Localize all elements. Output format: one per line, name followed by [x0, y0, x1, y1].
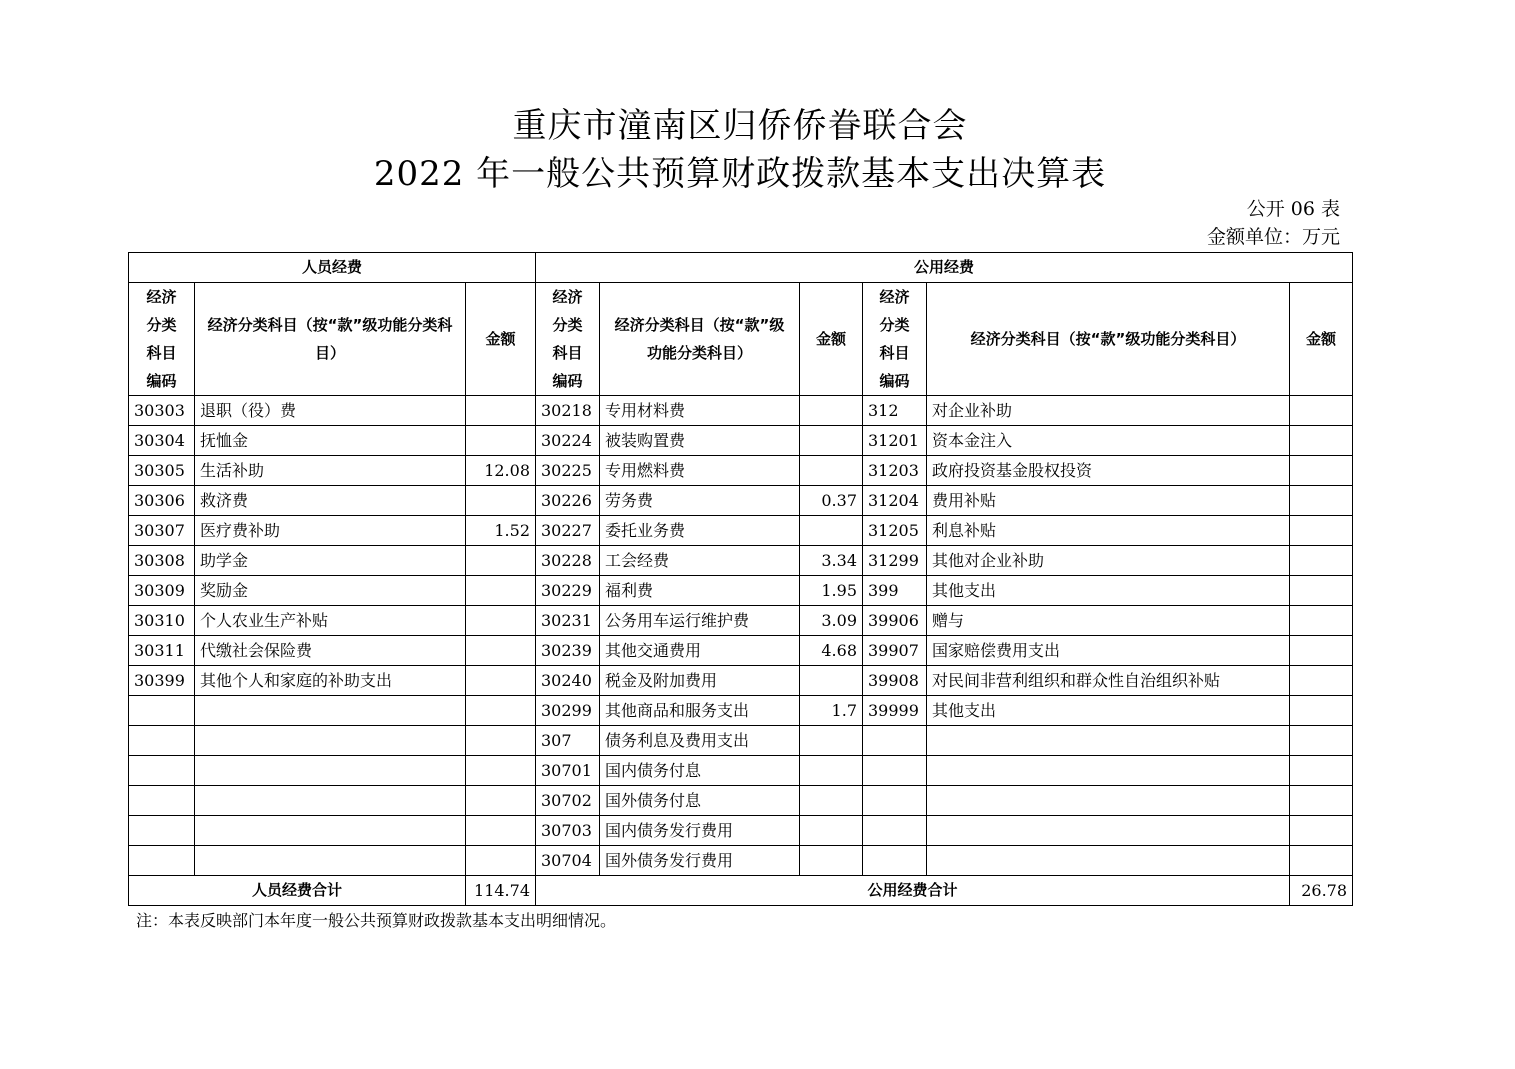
code-cell: 30240: [536, 666, 600, 696]
amount-cell: [1290, 516, 1353, 546]
table-row: [129, 486, 1353, 516]
subject-cell: 委托业务费: [600, 516, 800, 546]
amount-cell: 1.7: [800, 696, 863, 726]
code-cell: 31204: [863, 486, 927, 516]
amount-cell: 1.95: [800, 576, 863, 606]
subject-cell: 国内债务发行费用: [600, 816, 800, 846]
code-cell: 30399: [129, 666, 195, 696]
code-cell: 30227: [536, 516, 600, 546]
col-amount-header: 金额: [800, 283, 863, 396]
code-cell: 30703: [536, 816, 600, 846]
section-public: 公用经费: [536, 253, 1353, 283]
code-cell: 39999: [863, 696, 927, 726]
subject-cell: [927, 756, 1290, 786]
code-cell: 30231: [536, 606, 600, 636]
table-row: [129, 396, 1353, 426]
subject-cell: 救济费: [195, 486, 466, 516]
subject-cell: 国内债务付息: [600, 756, 800, 786]
amount-cell: [1290, 426, 1353, 456]
subject-cell: 专用材料费: [600, 396, 800, 426]
table-row: [129, 606, 1353, 636]
footnote: 注：本表反映部门本年度一般公共预算财政拨款基本支出明细情况。: [136, 911, 617, 930]
col-amount-header: 金额: [1290, 283, 1353, 396]
amount-cell: [1290, 546, 1353, 576]
subject-cell: [195, 786, 466, 816]
code-cell: 39908: [863, 666, 927, 696]
code-cell: [863, 846, 927, 876]
subject-cell: 国家赔偿费用支出: [927, 636, 1290, 666]
col-code-header: 经济 分类 科目 编码: [129, 283, 195, 396]
code-cell: 30305: [129, 456, 195, 486]
code-cell: 30308: [129, 546, 195, 576]
amount-cell: [466, 576, 536, 606]
amount-cell: [1290, 726, 1353, 756]
code-cell: 30229: [536, 576, 600, 606]
amount-cell: [1290, 756, 1353, 786]
code-cell: 30306: [129, 486, 195, 516]
amount-cell: [466, 726, 536, 756]
code-cell: 30224: [536, 426, 600, 456]
code-cell: 30303: [129, 396, 195, 426]
amount-cell: [466, 636, 536, 666]
amount-cell: [800, 726, 863, 756]
subject-cell: [195, 756, 466, 786]
subject-cell: 助学金: [195, 546, 466, 576]
subject-cell: 退职（役）费: [195, 396, 466, 426]
amount-cell: [466, 786, 536, 816]
subject-cell: [927, 786, 1290, 816]
table-row: [129, 816, 1353, 846]
amount-cell: [466, 756, 536, 786]
code-cell: 30702: [536, 786, 600, 816]
amount-cell: [1290, 816, 1353, 846]
amount-cell: [1290, 576, 1353, 606]
section-header-row: [129, 253, 1353, 283]
subject-cell: 其他对企业补助: [927, 546, 1290, 576]
amount-cell: [800, 816, 863, 846]
code-cell: 30226: [536, 486, 600, 516]
amount-cell: [1290, 396, 1353, 426]
subject-cell: 其他个人和家庭的补助支出: [195, 666, 466, 696]
subject-cell: 工会经费: [600, 546, 800, 576]
code-cell: [129, 726, 195, 756]
code-cell: 312: [863, 396, 927, 426]
subject-cell: 医疗费补助: [195, 516, 466, 546]
subject-cell: 其他支出: [927, 696, 1290, 726]
subject-cell: 费用补贴: [927, 486, 1290, 516]
col-amount-header: 金额: [466, 283, 536, 396]
subject-cell: 其他商品和服务支出: [600, 696, 800, 726]
table-row: [129, 786, 1353, 816]
amount-cell: [1290, 696, 1353, 726]
amount-cell: 0.37: [800, 486, 863, 516]
amount-cell: [1290, 486, 1353, 516]
table-row: [129, 846, 1353, 876]
amount-cell: [466, 606, 536, 636]
amount-cell: [466, 816, 536, 846]
report-title-line2: 2022 年一般公共预算财政拨款基本支出决算表: [373, 154, 1107, 194]
amount-cell: [800, 786, 863, 816]
code-cell: 30225: [536, 456, 600, 486]
amount-cell: [1290, 786, 1353, 816]
subject-cell: 对民间非营利组织和群众性自治组织补贴: [927, 666, 1290, 696]
subject-cell: 政府投资基金股权投资: [927, 456, 1290, 486]
code-cell: [863, 816, 927, 846]
totals-row: [129, 876, 1353, 906]
code-cell: [863, 756, 927, 786]
code-cell: 30704: [536, 846, 600, 876]
subject-cell: 债务利息及费用支出: [600, 726, 800, 756]
subject-cell: [195, 696, 466, 726]
amount-cell: [1290, 636, 1353, 666]
subject-cell: 个人农业生产补贴: [195, 606, 466, 636]
amount-cell: 1.52: [466, 516, 536, 546]
code-cell: [129, 756, 195, 786]
amount-cell: [466, 666, 536, 696]
subject-cell: 国外债务付息: [600, 786, 800, 816]
code-cell: [129, 786, 195, 816]
amount-cell: [1290, 606, 1353, 636]
amount-cell: [466, 846, 536, 876]
subject-cell: 其他交通费用: [600, 636, 800, 666]
subject-cell: 抚恤金: [195, 426, 466, 456]
subject-cell: 利息补贴: [927, 516, 1290, 546]
amount-cell: [800, 666, 863, 696]
amount-cell: [466, 486, 536, 516]
amount-cell: [800, 426, 863, 456]
code-cell: 30228: [536, 546, 600, 576]
code-cell: 30307: [129, 516, 195, 546]
subject-cell: [927, 726, 1290, 756]
amount-cell: [800, 396, 863, 426]
col-subject-header: 经济分类科目（按“款”级功能分类科目）: [195, 283, 466, 396]
amount-cell: 4.68: [800, 636, 863, 666]
form-number: 公开 06 表: [1246, 198, 1340, 220]
code-cell: 30299: [536, 696, 600, 726]
table-row: [129, 546, 1353, 576]
code-cell: 307: [536, 726, 600, 756]
report-title-line1: 重庆市潼南区归侨侨眷联合会: [512, 106, 968, 146]
subject-cell: 公务用车运行维护费: [600, 606, 800, 636]
code-cell: [129, 846, 195, 876]
subject-cell: 资本金注入: [927, 426, 1290, 456]
subject-cell: 劳务费: [600, 486, 800, 516]
code-cell: [863, 726, 927, 756]
public-total-amount: 26.78: [1290, 876, 1353, 906]
code-cell: 30239: [536, 636, 600, 666]
subject-cell: 赠与: [927, 606, 1290, 636]
subject-cell: 被装购置费: [600, 426, 800, 456]
code-cell: [129, 816, 195, 846]
subject-cell: 国外债务发行费用: [600, 846, 800, 876]
amount-cell: [1290, 666, 1353, 696]
subject-cell: 福利费: [600, 576, 800, 606]
amount-cell: [466, 396, 536, 426]
subject-cell: 代缴社会保险费: [195, 636, 466, 666]
table-row: [129, 426, 1353, 456]
subject-cell: 其他支出: [927, 576, 1290, 606]
code-cell: 30310: [129, 606, 195, 636]
subject-cell: 生活补助: [195, 456, 466, 486]
code-cell: 39907: [863, 636, 927, 666]
code-cell: 30218: [536, 396, 600, 426]
expenditure-table: [128, 252, 1353, 906]
personnel-total-label: 人员经费合计: [129, 876, 466, 906]
subject-cell: 奖励金: [195, 576, 466, 606]
amount-cell: [800, 516, 863, 546]
amount-cell: 3.09: [800, 606, 863, 636]
amount-cell: [800, 846, 863, 876]
col-subject-header: 经济分类科目（按“款”级功能分类科目）: [927, 283, 1290, 396]
code-cell: [129, 696, 195, 726]
col-code-header: 经济 分类 科目 编码: [863, 283, 927, 396]
code-cell: 30701: [536, 756, 600, 786]
amount-cell: [466, 426, 536, 456]
col-code-header: 经济 分类 科目 编码: [536, 283, 600, 396]
subject-cell: [195, 816, 466, 846]
code-cell: 31205: [863, 516, 927, 546]
code-cell: 30304: [129, 426, 195, 456]
table-row: [129, 696, 1353, 726]
code-cell: 31203: [863, 456, 927, 486]
subject-cell: [927, 816, 1290, 846]
table-row: [129, 756, 1353, 786]
section-personnel: 人员经费: [129, 253, 536, 283]
amount-cell: [800, 756, 863, 786]
table-row: [129, 666, 1353, 696]
col-subject-header: 经济分类科目（按“款”级功能分类科目）: [600, 283, 800, 396]
amount-unit: 金额单位：万元: [1206, 226, 1340, 248]
amount-cell: [1290, 846, 1353, 876]
subject-cell: [195, 726, 466, 756]
code-cell: 31201: [863, 426, 927, 456]
public-total-label: 公用经费合计: [536, 876, 1290, 906]
amount-cell: 3.34: [800, 546, 863, 576]
table-row: [129, 576, 1353, 606]
amount-cell: [466, 546, 536, 576]
code-cell: 39906: [863, 606, 927, 636]
subject-cell: 税金及附加费用: [600, 666, 800, 696]
table-row: [129, 726, 1353, 756]
code-cell: [863, 786, 927, 816]
subject-cell: 专用燃料费: [600, 456, 800, 486]
code-cell: 30311: [129, 636, 195, 666]
code-cell: 30309: [129, 576, 195, 606]
subject-cell: [927, 846, 1290, 876]
table-row: [129, 516, 1353, 546]
table-row: [129, 636, 1353, 666]
amount-cell: 12.08: [466, 456, 536, 486]
subject-cell: [195, 846, 466, 876]
table-row: [129, 456, 1353, 486]
column-header-row: [129, 283, 1353, 396]
code-cell: 31299: [863, 546, 927, 576]
personnel-total-amount: 114.74: [466, 876, 536, 906]
code-cell: 399: [863, 576, 927, 606]
amount-cell: [1290, 456, 1353, 486]
amount-cell: [800, 456, 863, 486]
subject-cell: 对企业补助: [927, 396, 1290, 426]
amount-cell: [466, 696, 536, 726]
